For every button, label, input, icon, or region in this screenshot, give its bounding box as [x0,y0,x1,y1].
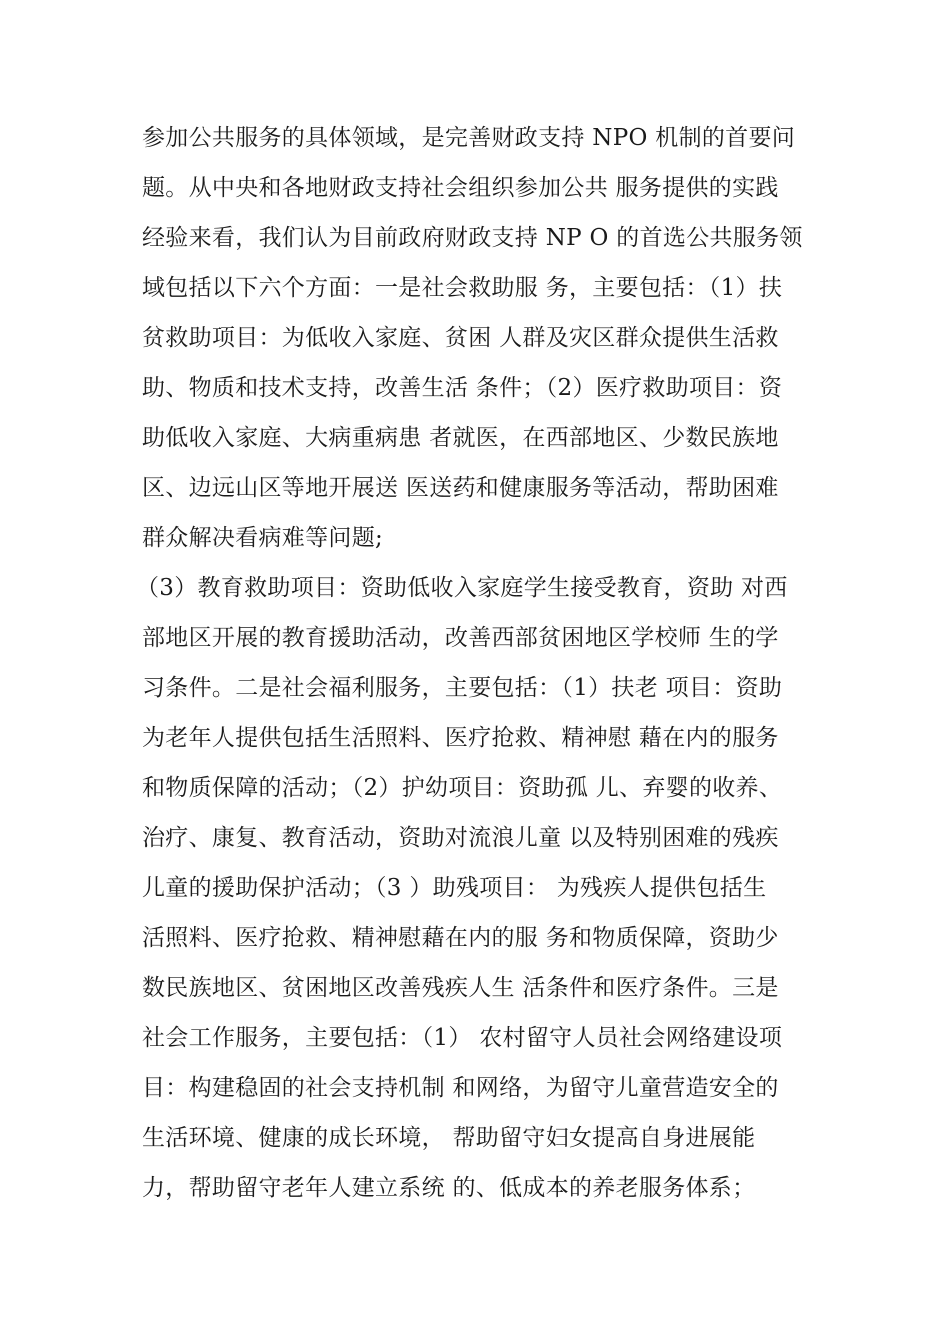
text-line: 群众解决看病难等问题; [142,525,384,551]
text-line: 和物质保障的活动；（2）护幼项目：资助孤 儿、弃婴的收养、 [142,775,783,801]
text-line: 区、边远山区等地开展送 医送药和健康服务等活动，帮助困难 [142,475,779,501]
text-line: 助、物质和技术支持，改善生活 条件；（2）医疗救助项目：资 [142,375,783,401]
text-line: 目：构建稳固的社会支持机制 和网络，为留守儿童营造安全的 [142,1075,779,1101]
text-line: 力，帮助留守老年人建立系统 的、低成本的养老服务体系； [142,1175,756,1201]
text-line: 社会工作服务，主要包括：（1） 农村留守人员社会网络建设项 [142,1025,783,1051]
text-line: 参加公共服务的具体领域，是完善财政支持 NPO 机制的首要问 [142,125,796,151]
text-line: 助低收入家庭、大病重病患 者就医，在西部地区、少数民族地 [142,425,779,451]
text-line: 习条件。二是社会福利服务，主要包括：（1）扶老 项目：资助 [142,675,783,701]
text-line: 数民族地区、贫困地区改善残疾人生 活条件和医疗条件。三是 [142,975,779,1001]
text-line: 域包括以下六个方面：一是社会救助服 务，主要包括：（1）扶 [142,275,783,301]
text-line: 贫救助项目：为低收入家庭、贫困 人群及灾区群众提供生活救 [142,325,779,351]
text-line: 生活环境、健康的成长环境， 帮助留守妇女提高自身进展能 [142,1125,756,1151]
text-line: 儿童的援助保护活动；（3 ）助残项目： 为残疾人提供包括生 [142,875,767,901]
body-text [136,113,842,1213]
text-line: 治疗、康复、教育活动，资助对流浪儿童 以及特别困难的残疾 [142,825,779,851]
text-line: （3）教育救助项目：资助低收入家庭学生接受教育，资助 对西 [136,575,788,601]
text-line: 经验来看，我们认为目前政府财政支持 NP O 的首选公共服务领 [142,225,803,251]
text-line: 部地区开展的教育援助活动，改善西部贫困地区学校师 生的学 [142,625,779,651]
text-line: 题。从中央和各地财政支持社会组织参加公共 服务提供的实践 [142,175,779,201]
text-line: 活照料、医疗抢救、精神慰藉在内的服 务和物质保障，资助少 [142,925,779,951]
text-line: 为老年人提供包括生活照料、医疗抢救、精神慰 藉在内的服务 [142,725,779,751]
